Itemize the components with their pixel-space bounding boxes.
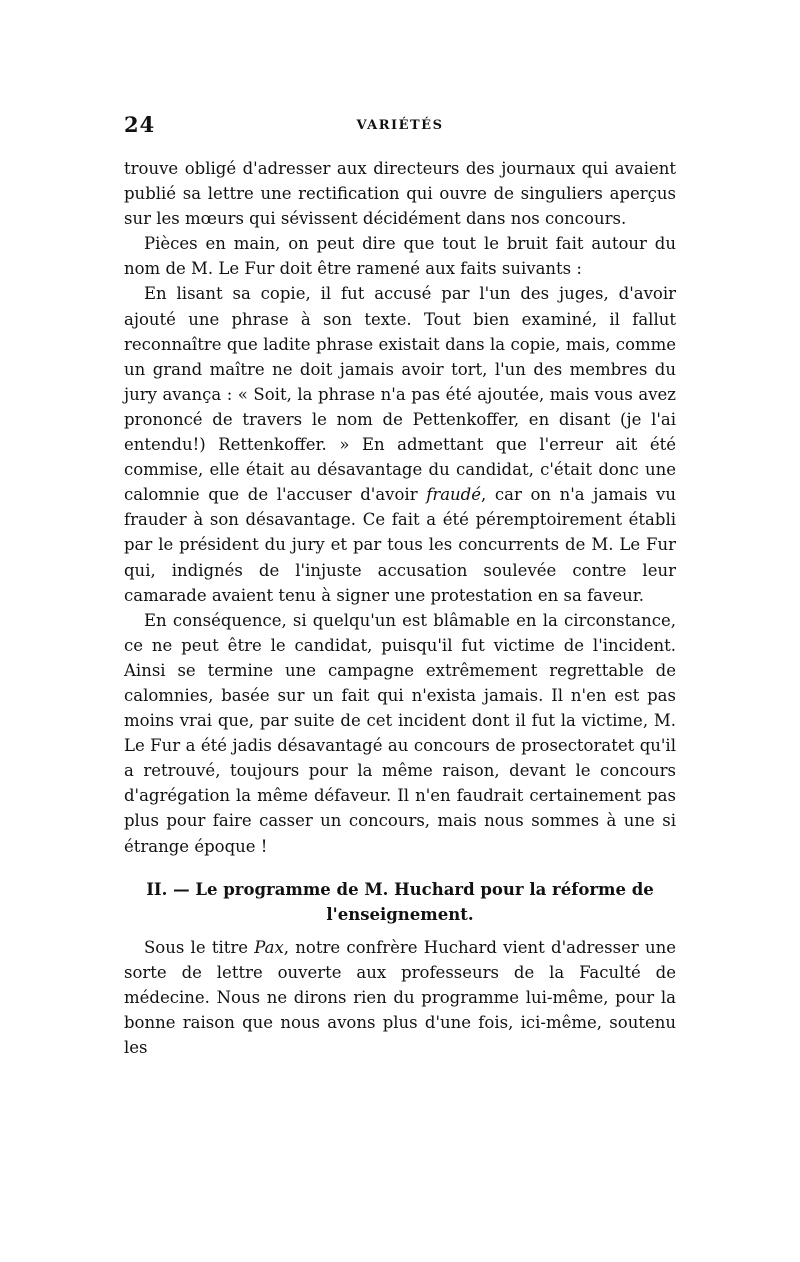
paragraph-sous-le-titre [124,935,676,1060]
running-title: VARIÉTÉS [356,118,444,133]
paragraph-pieces-en-main: Pièces en main, on peut dire que tout le bruit fait autour du nom de M. Le Fur doit être ramené aux faits suivants : [124,234,676,279]
paragraph-en-lisant [124,281,676,607]
intro-after: , notre confrère Huchard vient d'adresser une sorte de lettre ouverte aux professeurs de la Faculté de médecine. Nous ne dirons rien du programme lui-même, pour la bonne raison que nous avons plus d'une fois, ici-même, soutenu les [124,937,676,1057]
page-header [124,112,676,142]
page-number: 24 [124,112,156,137]
italic-pax: Pax [254,937,284,957]
paragraph-continuation: trouve obligé d'adresser aux directeurs des journaux qui avaient publié sa lettre une rectification qui ouvre de singuliers aperçus sur les mœurs qui sévissent décidément dans nos concours. [124,159,676,229]
paragraph-en-lisant-part2: , car on n'a jamais vu frauder à son désavantage. Ce fait a été péremptoirement établi par le président du jury et par tous les concurrents de M. Le Fur qui, indignés de l'injuste accusation soulevée contre leur camarade avaient tenu à signer une protestation en sa faveur. [124,485,676,605]
italic-fraude: fraudé [426,485,482,505]
paragraph-en-lisant-part1: En lisant sa copie, il fut accusé par l'un des juges, d'avoir ajouté une phrase à son texte. Tout bien examiné, il fallut reconnaître que ladite phrase existait dans la copie, mais, comme un grand maître ne doit jamais avoir tort, l'un des membres du jury avança : « Soit, la phrase n'a pas été ajoutée, mais vous avez prononcé de travers le nom de Pettenkoffer, en disant (je l'ai entendu!) Rettenkoffer. » En admettant que l'erreur ait été commise, elle était au désavantage du candidat, c'était donc une calomnie que de l'accuser d'avoir [124,284,676,505]
body-text [124,156,676,1060]
paragraph-en-consequence: En conséquence, si quelqu'un est blâmable en la circonstance, ce ne peut être le candidat, puisqu'il fut victime de l'incident. Ainsi se termine une campagne extrêmement regrettable de calomnies, basée sur un fait qui n'exista jamais. Il n'en est pas moins vrai que, par suite de cet incident dont il fut la victime, M. Le Fur a été jadis désavantagé au concours de prosectoratet qu'il a retrouvé, toujours pour la même raison, devant le concours d'agrégation la même défaveur. Il n'en faudrait certainement pas plus pour faire casser un concours, mais nous sommes à une si étrange époque ! [124,610,676,856]
intro-before: Sous le titre [144,937,249,957]
section-heading: II. — Le programme de M. Huchard pour la réforme de l'enseignement. [146,879,654,924]
